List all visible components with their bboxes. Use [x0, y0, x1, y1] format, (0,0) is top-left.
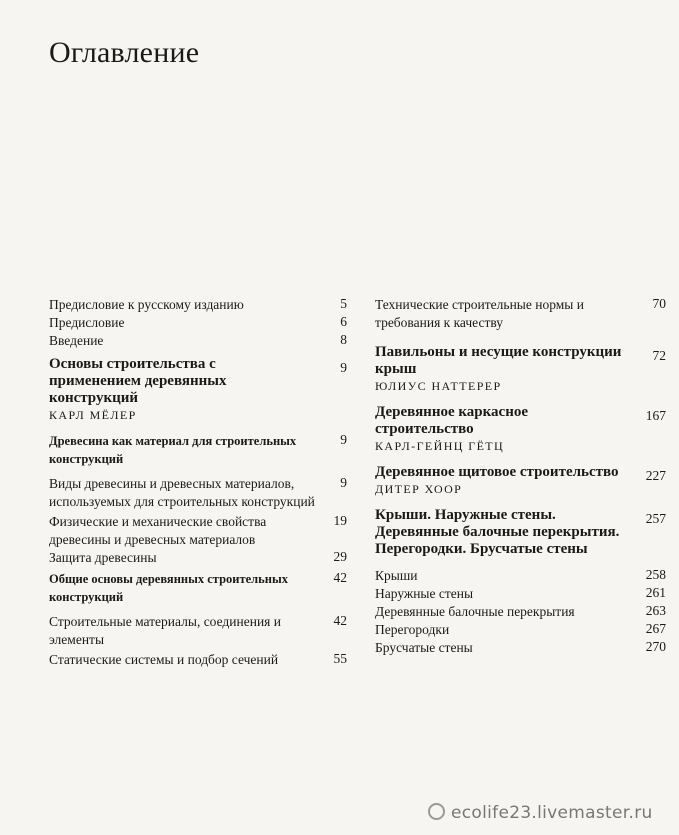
toc-entry	[49, 475, 347, 511]
toc-author: КАРЛ-ГЕЙНЦ ГЁТЦ	[375, 439, 505, 453]
toc-entry-title: Деревянное щитовое строительство	[375, 464, 619, 480]
toc-entry	[49, 549, 347, 567]
watermark-text: ecolife23.livemaster.ru	[451, 803, 653, 823]
toc-entry	[375, 639, 666, 657]
toc-entry-title: Крыши. Наружные стены. Деревянные балочные перекрытия. Перегородки. Брусчатые стены	[375, 507, 620, 557]
toc-author: КАРЛ МЁЛЕР	[49, 408, 137, 422]
toc-entry	[375, 507, 666, 558]
toc-entry-title: Деревянные балочные перекрытия	[375, 604, 575, 619]
toc-entry-title: Введение	[49, 333, 104, 348]
toc-entry	[49, 570, 347, 606]
toc-entry-title: Виды древесины и древесных материалов, используемых для строительных конструкций	[49, 476, 315, 509]
toc-entry	[375, 603, 666, 621]
page-title: Оглавление	[49, 36, 200, 69]
toc-entry	[49, 356, 347, 423]
toc-entry-title: Предисловие к русскому изданию	[49, 297, 244, 312]
toc-entry-title: Основы строительства с применением деревянных конструкций	[49, 356, 227, 406]
toc-page-number: 42	[333, 613, 347, 628]
toc-page-number: 6	[340, 314, 347, 329]
toc-entry	[49, 613, 347, 649]
toc-page-number: 167	[645, 408, 666, 423]
toc-right-column	[375, 296, 666, 657]
toc-entry	[375, 296, 666, 332]
toc-entry-title: Перегородки	[375, 622, 450, 637]
toc-entry-title: Деревянное каркасное строительство	[375, 404, 529, 437]
toc-page-number: 267	[645, 621, 666, 636]
toc-entry-title: Крыши	[375, 568, 418, 583]
toc-entry-title: Брусчатые стены	[375, 640, 473, 655]
toc-entry-title: Статические системы и подбор сечений	[49, 652, 279, 667]
toc-entry	[49, 296, 347, 314]
toc-entry	[375, 585, 666, 603]
toc-page-number: 258	[645, 567, 666, 582]
toc-page-number: 8	[340, 332, 347, 347]
toc-page-number: 29	[333, 549, 347, 564]
watermark-logo-icon	[428, 803, 445, 820]
toc-entry-title: Предисловие	[49, 315, 125, 330]
toc-page-number: 9	[340, 475, 347, 490]
toc-page-number: 70	[652, 296, 666, 311]
toc-entry	[375, 464, 666, 497]
toc-page-number: 72	[652, 348, 666, 363]
toc-entry-title: Общие основы деревянных строительных конструкций	[49, 572, 289, 604]
toc-page-number: 19	[333, 513, 347, 528]
toc-page-number: 261	[645, 585, 666, 600]
toc-page-number: 257	[645, 511, 666, 526]
toc-entry	[49, 332, 347, 350]
toc-page-number: 5	[340, 296, 347, 311]
toc-entry-title: Физические и механические свойства древесины и древесных материалов	[49, 514, 267, 547]
toc-entry	[375, 621, 666, 639]
toc-entry	[375, 404, 666, 454]
toc-entry-title: Древесина как материал для строительных конструкций	[49, 434, 297, 466]
toc-page-number: 42	[333, 570, 347, 585]
toc-entry	[49, 513, 347, 549]
toc-page-number: 263	[645, 603, 666, 618]
toc-entry	[49, 314, 347, 332]
toc-page-number: 270	[645, 639, 666, 654]
toc-entry	[375, 567, 666, 585]
toc-author: ЮЛИУС НАТТЕРЕР	[375, 379, 502, 393]
toc-entry	[49, 432, 347, 468]
toc-entry	[49, 651, 347, 669]
toc-entry-title: Технические строительные нормы и требования к качеству	[375, 297, 584, 330]
toc-left-column	[49, 296, 347, 669]
toc-entry-title: Строительные материалы, соединения и элементы	[49, 614, 281, 647]
toc-entry-title: Наружные стены	[375, 586, 474, 601]
toc-page-number: 227	[645, 468, 666, 483]
toc-author: ДИТЕР ХООР	[375, 482, 463, 496]
toc-page-number: 9	[340, 432, 347, 447]
toc-page-number: 9	[340, 360, 347, 375]
toc-entry-title: Защита древесины	[49, 550, 157, 565]
toc-page-number: 55	[333, 651, 347, 666]
toc-entry	[375, 344, 666, 394]
toc-entry-title: Павильоны и несущие конструкции крыш	[375, 344, 622, 377]
watermark	[428, 803, 653, 823]
